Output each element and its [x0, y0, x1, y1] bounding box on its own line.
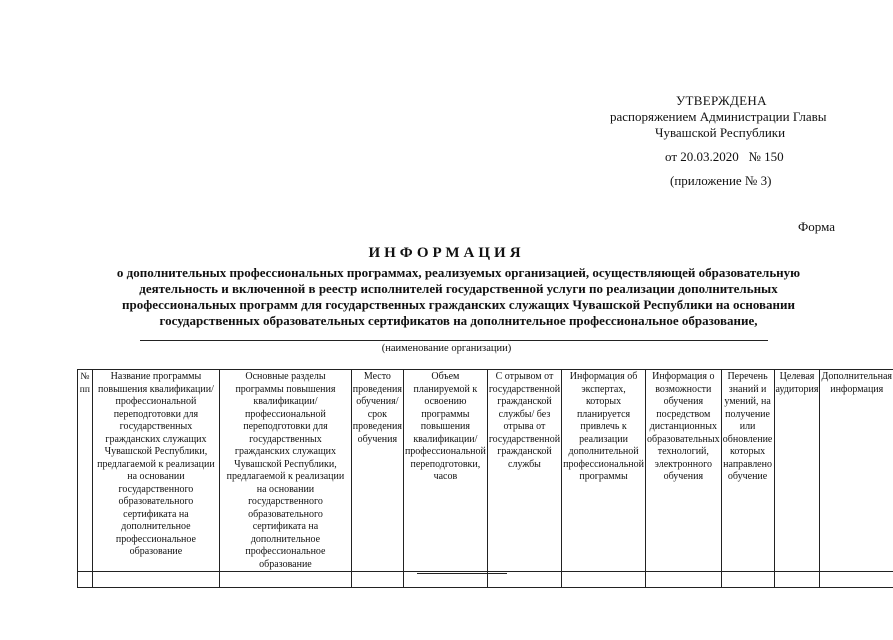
header-cell-program-sections: Основные разделы программы повышения квалификации/ профессиональной переподготовки для государственных гражданских служащих Чувашской Республики, предлагаемой к реализации на основании государственного образовательного сертификата на дополнительное профессиональное образование	[220, 370, 352, 572]
table-cell	[562, 572, 646, 588]
table-cell	[351, 572, 403, 588]
approval-date-number: от 20.03.2020 № 150	[665, 149, 784, 164]
table-cell	[820, 572, 893, 588]
form-label: Форма	[798, 219, 835, 234]
table-header-row	[78, 370, 893, 572]
document-title: ИНФОРМАЦИЯ	[368, 245, 525, 261]
approval-title: УТВЕРЖДЕНА	[676, 93, 767, 108]
header-cell-target-audience: Целевая аудитория	[774, 370, 820, 572]
table-cell	[774, 572, 820, 588]
header-cell-place-term: Место проведения обучения/ срок проведения обучения	[351, 370, 403, 572]
footer-separator-line	[417, 573, 507, 574]
table-cell	[78, 572, 93, 588]
header-cell-skills: Перечень знаний и умений, на получение или обновление которых направлено обучение	[721, 370, 774, 572]
approval-issuer: распоряжением Администрации Главы	[610, 109, 827, 124]
header-cell-additional-info: Дополнительная информация	[820, 370, 893, 572]
header-cell-distance-learning: Информация о возможности обучения посредством дистанционных образовательных технологий, электронного обучения	[646, 370, 722, 572]
organization-name-line	[140, 340, 768, 341]
approval-issuer-region: Чувашской Республики	[655, 125, 786, 140]
table-cell	[220, 572, 352, 588]
table-cell	[646, 572, 722, 588]
header-cell-service-mode: С отрывом от государственной гражданской службы/ без отрыва от государственной гражданской службы	[487, 370, 561, 572]
table-cell	[92, 572, 219, 588]
header-cell-experts: Информация об экспертах, которых планируется привлечь к реализации дополнительной профессиональной программы	[562, 370, 646, 572]
table-cell	[721, 572, 774, 588]
header-cell-program-name: Название программы повышения квалификации/ профессиональной переподготовки для государственных гражданских служащих Чувашской Республики, предлагаемой к реализации на основании государственного образовательного сертификата на дополнительное профессиональное образование	[92, 370, 219, 572]
info-table	[77, 369, 893, 588]
approval-appendix: (приложение № 3)	[670, 173, 772, 188]
header-cell-number: № пп	[78, 370, 93, 572]
header-cell-volume-hours: Объем планируемой к освоению программы повышения квалификации/ профессиональной переподготовки, часов	[403, 370, 487, 572]
document-subtitle: о дополнительных профессиональных программах, реализуемых организацией, осуществляющей образовательную деятельность и включенной в реестр исполнителей государственной услуги по реализации дополнительных профессиональных программ для государственных гражданских служащих Чувашской Республики на основании государственных образовательных сертификатов на дополнительное профессиональное образование,	[116, 265, 801, 328]
organization-caption: (наименование организации)	[381, 343, 512, 354]
